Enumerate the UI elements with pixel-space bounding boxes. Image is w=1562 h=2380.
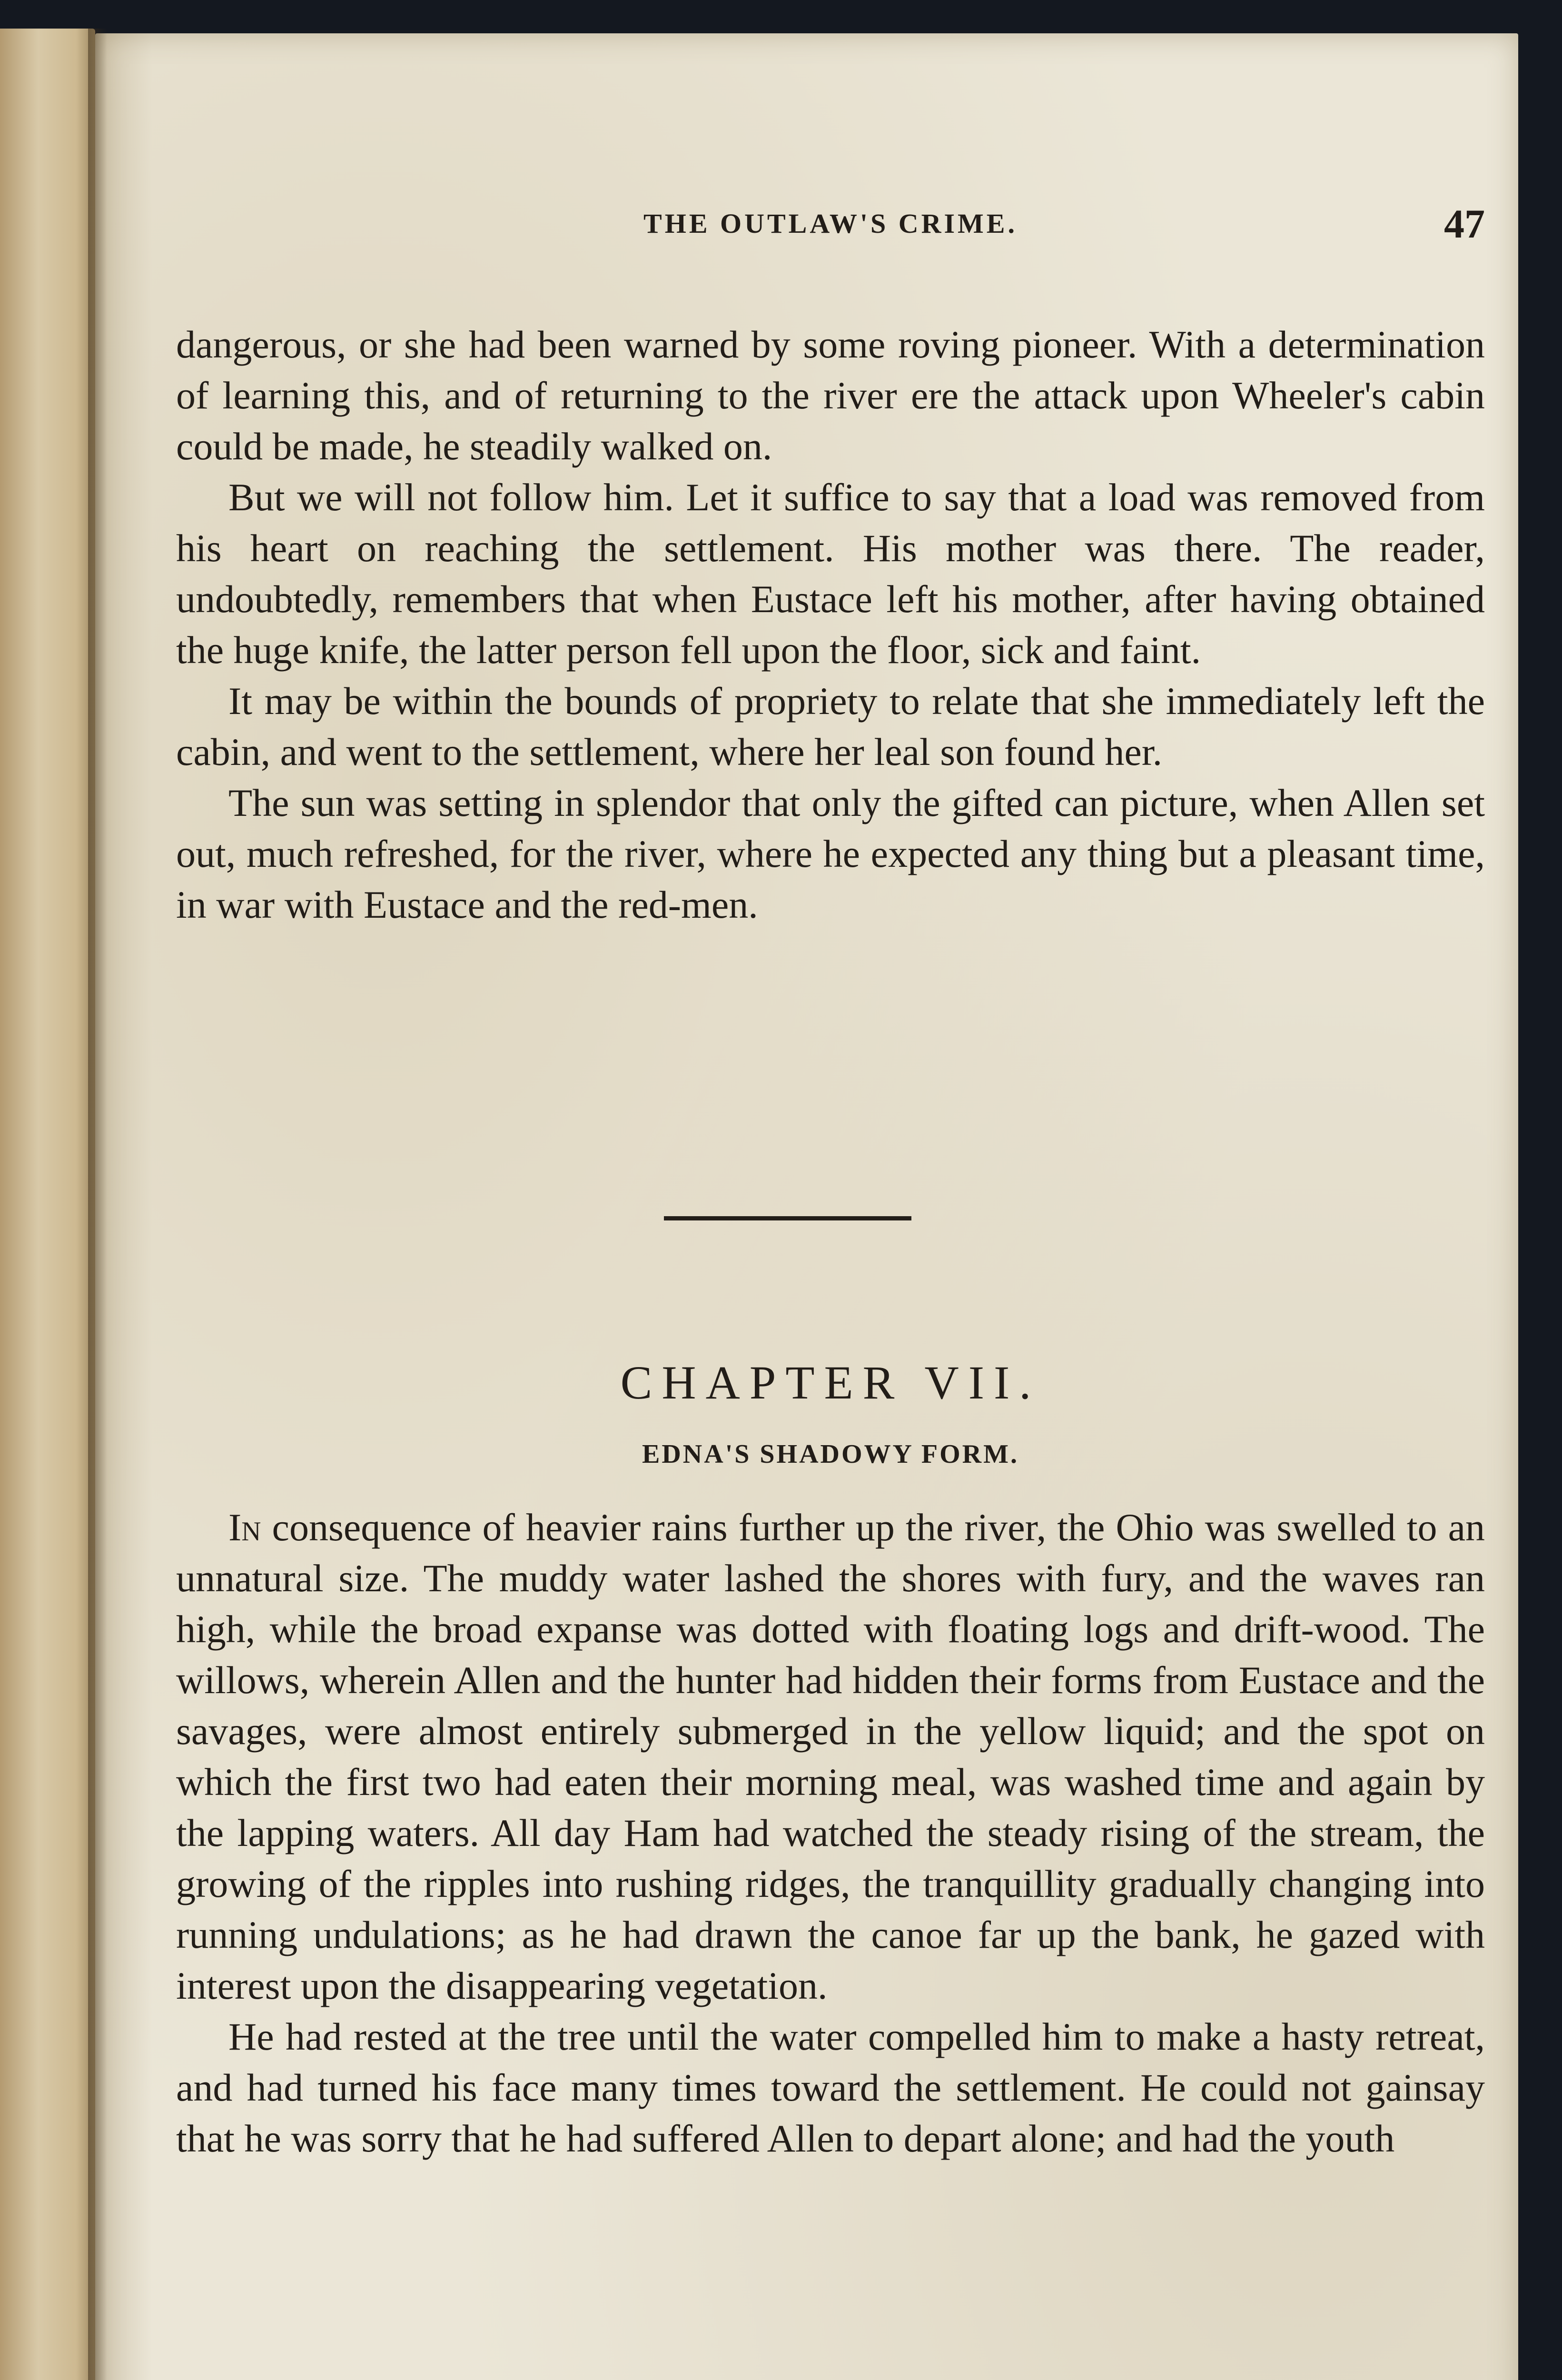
running-head	[176, 195, 1485, 252]
top-text-block	[176, 319, 1485, 930]
book-page	[95, 33, 1518, 2380]
paragraph: dangerous, or she had been warned by some roving pioneer. With a determination of learning this, and of returning to the river ere the attack upon Wheeler's cabin could be made, he steadily walked on.	[176, 323, 1485, 468]
page-number: 47	[1444, 201, 1485, 247]
paragraph: He had rested at the tree until the water compelled him to make a hasty retreat, and had turned his face many times toward the settlement. He could not gainsay that he was sorry that he had suffered Allen to depart alone; and had the youth	[176, 2015, 1485, 2160]
paragraph: It may be within the bounds of propriety to relate that she immediately left the cabin, and went to the settlement, where her leal son found her.	[176, 679, 1485, 774]
left-page-edge	[0, 29, 95, 2380]
paragraph: But we will not follow him. Let it suffice to say that a load was removed from his heart on reaching the settlement. His mother was there. The reader, undoubtedly, remembers that when Eustace left his mother, after having obtained the huge knife, the latter person fell upon the floor, sick and faint.	[176, 476, 1485, 672]
running-title: THE OUTLAW'S CRIME.	[643, 208, 1018, 239]
paragraph	[176, 1502, 1485, 2011]
section-divider	[664, 1216, 911, 1220]
gutter-shadow	[88, 29, 107, 2380]
paragraph: The sun was setting in splendor that only the gifted can picture, when Allen set out, much refreshed, for the river, where he expected any thing but a pleasant time, in war with Eustace and the red-men.	[176, 781, 1485, 926]
paragraph-text: consequence of heavier rains further up the river, the Ohio was swelled to an unnatural size. The muddy water lashed the shores with fury, and the waves ran high, while the broad expanse was dotted with floating logs and drift-wood. The willows, wherein Allen and the hunter had hidden their forms from Eustace and the savages, were almost entirely submerged in the yellow liquid; and the spot on which the first two had eaten their morning meal, was washed time and again by the lapping waters. All day Ham had watched the steady rising of the stream, the growing of the ripples into rushing ridges, the tranquillity gradually changing into running undulations; as he had drawn the canoe far up the bank, he gazed with interest upon the disappearing vegetation.	[176, 1506, 1485, 2007]
chapter-title: CHAPTER VII.	[620, 1356, 1041, 1409]
chapter-subtitle: EDNA'S SHADOWY FORM.	[642, 1439, 1019, 1469]
paragraph-lead-word: In	[228, 1506, 261, 1549]
chapter-text-block	[176, 1502, 1485, 2164]
